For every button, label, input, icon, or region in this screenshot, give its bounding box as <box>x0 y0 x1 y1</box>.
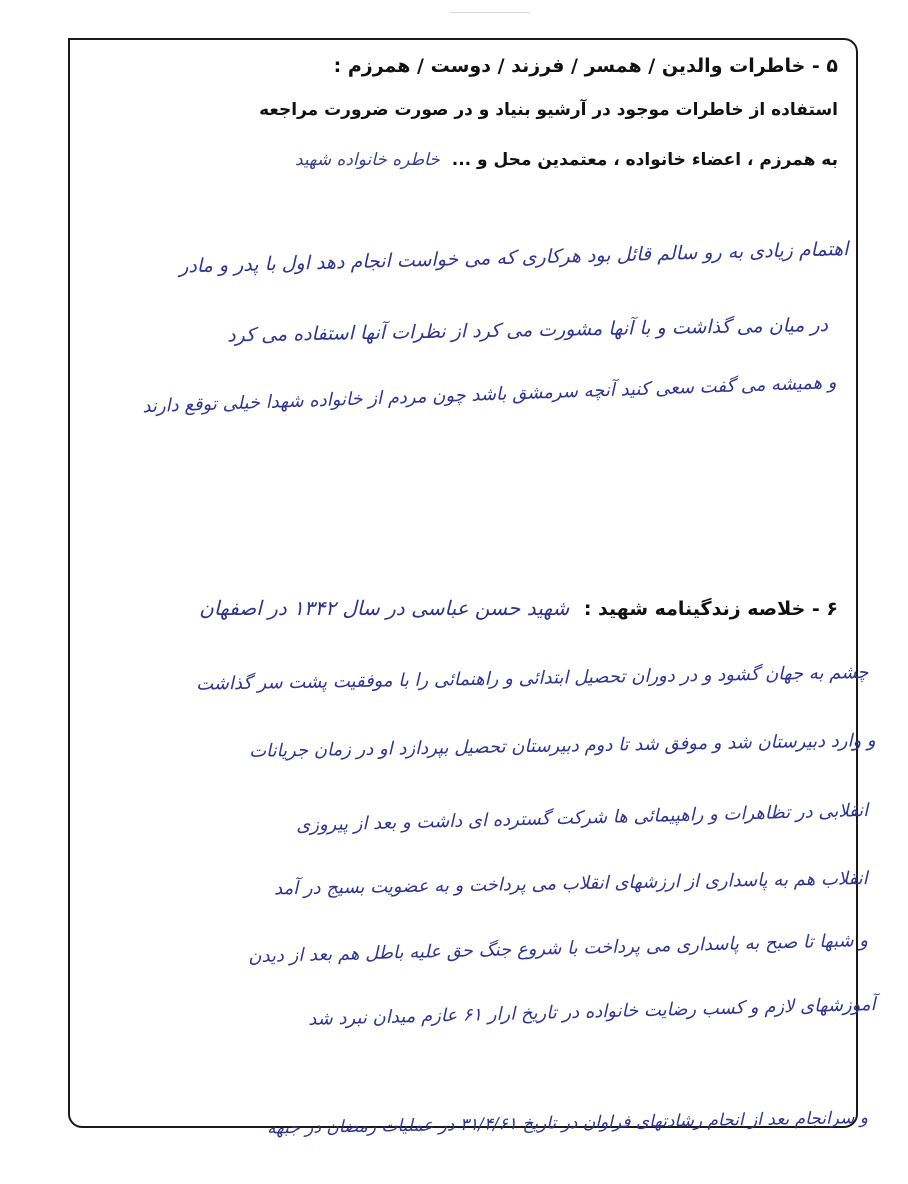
section-5-instruction-line-2 <box>295 150 838 170</box>
handwritten-line: چشم به جهان گشود و در دوران تحصیل ابتدائی و راهنمائی را با موفقیت پشت سر گذاشت <box>195 662 869 695</box>
section-5-instruction-text: به همرزم ، اعضاء خانواده ، معتمدین محل و ... <box>451 150 838 170</box>
handwritten-line: انقلاب هم به پاسداری از ارزشهای انقلاب می پرداخت و به عضویت بسیج در آمد <box>274 868 869 900</box>
handwritten-line: انقلابی در تظاهرات و راهپیمائی ها شرکت گسترده ای داشت و بعد از پیروزی <box>295 800 869 836</box>
handwritten-line: اهتمام زیادی به رو سالم قائل بود هرکاری که می خواست انجام دهد اول با پدر و مادر <box>178 238 849 278</box>
section-6-heading <box>199 596 838 620</box>
section-5-instruction-line-1: استفاده از خاطرات موجود در آرشیو بنیاد و در صورت ضرورت مراجعه <box>259 100 838 120</box>
section-5-handwritten-note: خاطره خانواده شهید <box>294 150 440 170</box>
section-6-handwritten-start: شهید حسن عباسی در سال ۱۳۴۲ در اصفهان <box>199 596 570 620</box>
form-border <box>68 38 858 1128</box>
handwritten-line: و شبها تا صبح به پاسداری می پرداخت با شروع جنگ حق علیه باطل هم بعد از دیدن <box>248 930 869 968</box>
handwritten-line: در میان می گذاشت و با آنها مشورت می کرد از نظرات آنها استفاده می کرد <box>226 314 829 347</box>
handwritten-line: و همیشه می گفت سعی کنید آنچه سرمشق باشد چون مردم از خانواده شهدا خیلی توقع دارند <box>141 372 837 418</box>
scan-artifact <box>450 12 530 19</box>
handwritten-line: آموزشهای لازم و کسب رضایت خانواده در تاریخ ارار ۶۱ عازم میدان نبرد شد <box>308 994 877 1030</box>
handwritten-line: و سرانجام بعد از انجام رشادتهای فراوان در تاریخ ۳۱/۴/۶۱ در عملیات رمضان در جبهه <box>266 1108 869 1139</box>
section-6-heading-text: ۶ - خلاصه زندگینامه شهید : <box>583 598 838 620</box>
section-5-heading: ۵ - خاطرات والدین / همسر / فرزند / دوست / همرزم : <box>333 55 838 77</box>
handwritten-line: و وارد دبیرستان شد و موفق شد تا دوم دبیرستان تحصیل بپردازد او در زمان جریانات <box>249 730 877 762</box>
